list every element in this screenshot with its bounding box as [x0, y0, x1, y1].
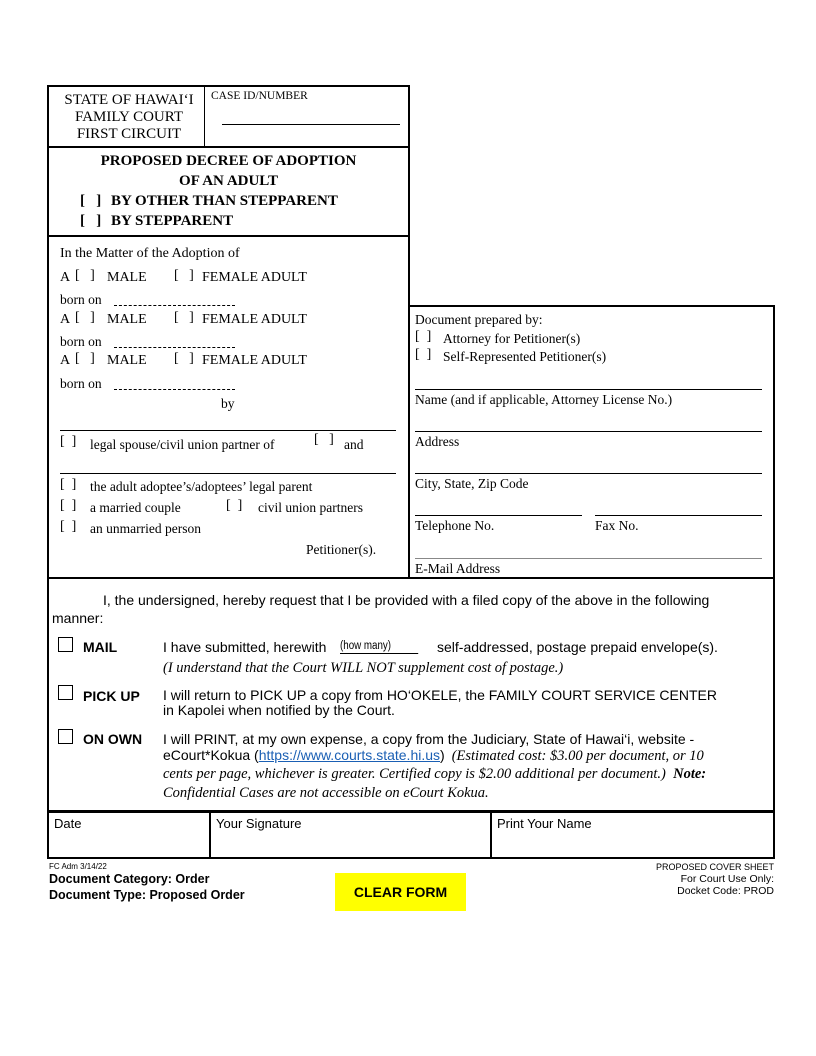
email-label: E-Mail Address	[415, 561, 501, 576]
adoptee-1-born-input[interactable]	[114, 305, 235, 306]
title-bracket-1[interactable]: [ ]	[80, 193, 102, 209]
caption-divider	[204, 85, 205, 148]
prepared-heading: Document prepared by:	[415, 312, 543, 327]
how-many-input[interactable]: (how many)	[340, 640, 418, 654]
adoptee-1-female-bracket[interactable]: [ ]	[174, 268, 194, 283]
own-estimate: (Estimated cost: $3.00 per document, or 10	[451, 748, 704, 764]
spouse-text: legal spouse/civil union partner of	[90, 437, 275, 452]
and-bracket[interactable]: [ ]	[314, 432, 334, 447]
cover-sheet-label: PROPOSED COVER SHEET	[655, 862, 774, 872]
print-name-input[interactable]	[495, 834, 771, 854]
adoptee-2-female-bracket[interactable]: [ ]	[174, 310, 194, 325]
adoptee-2-male-bracket[interactable]: [ ]	[75, 310, 95, 325]
fax-input[interactable]	[595, 515, 762, 516]
doc-type: Document Type: Proposed Order	[49, 888, 245, 902]
own-line4: Confidential Cases are not accessible on eCourt Kokua.	[163, 785, 489, 801]
matter-heading: In the Matter of the Adoption of	[60, 246, 240, 261]
own-note-label: Note:	[673, 766, 707, 782]
and-text: and	[344, 437, 364, 452]
parent-text: the adult adoptee’s/adoptees’ legal parent	[90, 479, 313, 494]
city-input[interactable]	[415, 473, 762, 474]
civil-text: civil union partners	[258, 500, 363, 515]
docket-code: Docket Code: PROD	[677, 885, 774, 897]
mail-checkbox[interactable]	[58, 637, 73, 652]
adoptee-2-male: MALE	[107, 312, 147, 327]
married-bracket[interactable]: [ ]	[60, 498, 77, 513]
adoptee-2-a: A	[60, 312, 71, 327]
title-line1: PROPOSED DECREE OF ADOPTION	[100, 153, 357, 169]
fax-label: Fax No.	[595, 518, 639, 533]
pickup-label: PICK UP	[83, 688, 140, 704]
form-id: FC Adm 3/14/22	[49, 862, 107, 871]
own-checkbox[interactable]	[58, 729, 73, 744]
court-circuit: FIRST CIRCUIT	[76, 126, 182, 142]
address-input[interactable]	[415, 431, 762, 432]
date-label: Date	[54, 816, 82, 831]
courts-link[interactable]: https://www.courts.state.hi.us	[258, 747, 441, 763]
unmarried-bracket[interactable]: [ ]	[60, 519, 77, 534]
unmarried-text: an unmarried person	[90, 521, 201, 536]
mail-text-b: self-addressed, postage prepaid envelope(s).	[437, 639, 718, 655]
address-label: Address	[415, 434, 460, 449]
adoptee-1-male-bracket[interactable]: [ ]	[75, 268, 95, 283]
title-option-other: BY OTHER THAN STEPPARENT	[111, 193, 338, 209]
caption-title-divider	[47, 146, 410, 148]
petitioner-1-input[interactable]	[60, 430, 396, 431]
request-intro-1: I, the undersigned, hereby request that I be provided with a filed copy of the above in the following	[103, 592, 710, 608]
petitioner-2-input[interactable]	[60, 473, 396, 474]
case-id-input[interactable]	[222, 124, 400, 125]
signature-label: Your Signature	[216, 816, 302, 831]
adoptee-3-male-bracket[interactable]: [ ]	[75, 351, 95, 366]
spouse-bracket[interactable]: [ ]	[60, 434, 77, 449]
adoptee-2-born-input[interactable]	[114, 347, 235, 348]
parent-bracket[interactable]: [ ]	[60, 477, 77, 492]
adoptee-1-born-label: born on	[60, 292, 102, 307]
court-family: FAMILY COURT	[74, 109, 184, 125]
city-label: City, State, Zip Code	[415, 476, 529, 491]
doc-category: Document Category: Order	[49, 872, 210, 886]
name-label: Name (and if applicable, Attorney License No.)	[415, 392, 673, 407]
adoptee-1-a: A	[60, 270, 71, 285]
adoptee-2-female: FEMALE ADULT	[202, 312, 307, 327]
pickup-line1: I will return to PICK UP a copy from HO‘OKELE, the FAMILY COURT SERVICE CENTER	[163, 687, 717, 703]
by-label: by	[221, 396, 235, 411]
sig-divider-1	[209, 812, 211, 859]
email-input[interactable]	[415, 558, 762, 559]
court-state: STATE OF HAWAI‘I	[64, 92, 194, 108]
adoptee-3-female: FEMALE ADULT	[202, 353, 307, 368]
petitioners-label: Petitioner(s).	[306, 542, 377, 557]
phone-input[interactable]	[415, 515, 582, 516]
adoptee-3-a: A	[60, 353, 71, 368]
mail-note: (I understand that the Court WILL NOT supplement cost of postage.)	[163, 660, 564, 676]
adoptee-3-born-label: born on	[60, 376, 102, 391]
title-bracket-2[interactable]: [ ]	[80, 213, 102, 229]
pickup-line2: in Kapolei when notified by the Court.	[163, 702, 395, 718]
title-line2: OF AN ADULT	[179, 173, 278, 189]
own-line3-text: cents per page, whichever is greater. Certified copy is $2.00 additional per document.)	[163, 766, 666, 782]
adoptee-3-female-bracket[interactable]: [ ]	[174, 351, 194, 366]
own-line2-b: )	[440, 747, 445, 763]
self-bracket[interactable]: [ ]	[415, 347, 432, 362]
court-use-label: For Court Use Only:	[680, 873, 774, 885]
adoptee-2-born-label: born on	[60, 334, 102, 349]
adoptee-3-male: MALE	[107, 353, 147, 368]
own-line2-a: eCourt*Kokua (	[163, 747, 259, 763]
own-line2	[163, 747, 704, 765]
own-line1: I will PRINT, at my own expense, a copy from the Judiciary, State of Hawai‘i, website -	[163, 731, 695, 747]
phone-label: Telephone No.	[415, 518, 495, 533]
sig-divider-2	[490, 812, 492, 859]
own-label: ON OWN	[83, 731, 143, 747]
mail-text-a: I have submitted, herewith	[163, 639, 327, 655]
attorney-text: Attorney for Petitioner(s)	[443, 331, 581, 346]
print-name-label: Print Your Name	[497, 816, 592, 831]
civil-bracket[interactable]: [ ]	[226, 498, 243, 513]
title-option-step: BY STEPPARENT	[111, 213, 234, 229]
clear-form-button[interactable]: CLEAR FORM	[335, 873, 466, 911]
self-text: Self-Represented Petitioner(s)	[443, 349, 607, 364]
married-text: a married couple	[90, 500, 181, 515]
pickup-checkbox[interactable]	[58, 685, 73, 700]
adoptee-1-male: MALE	[107, 270, 147, 285]
date-input[interactable]	[52, 834, 205, 854]
adoptee-3-born-input[interactable]	[114, 389, 235, 390]
name-input[interactable]	[415, 389, 762, 390]
request-intro-2: manner:	[52, 610, 104, 626]
adoptee-1-female: FEMALE ADULT	[202, 270, 307, 285]
mail-label: MAIL	[83, 639, 118, 655]
signature-input[interactable]	[214, 834, 486, 854]
attorney-bracket[interactable]: [ ]	[415, 329, 432, 344]
case-id-label: CASE ID/NUMBER	[211, 90, 308, 102]
own-line3	[163, 766, 706, 783]
